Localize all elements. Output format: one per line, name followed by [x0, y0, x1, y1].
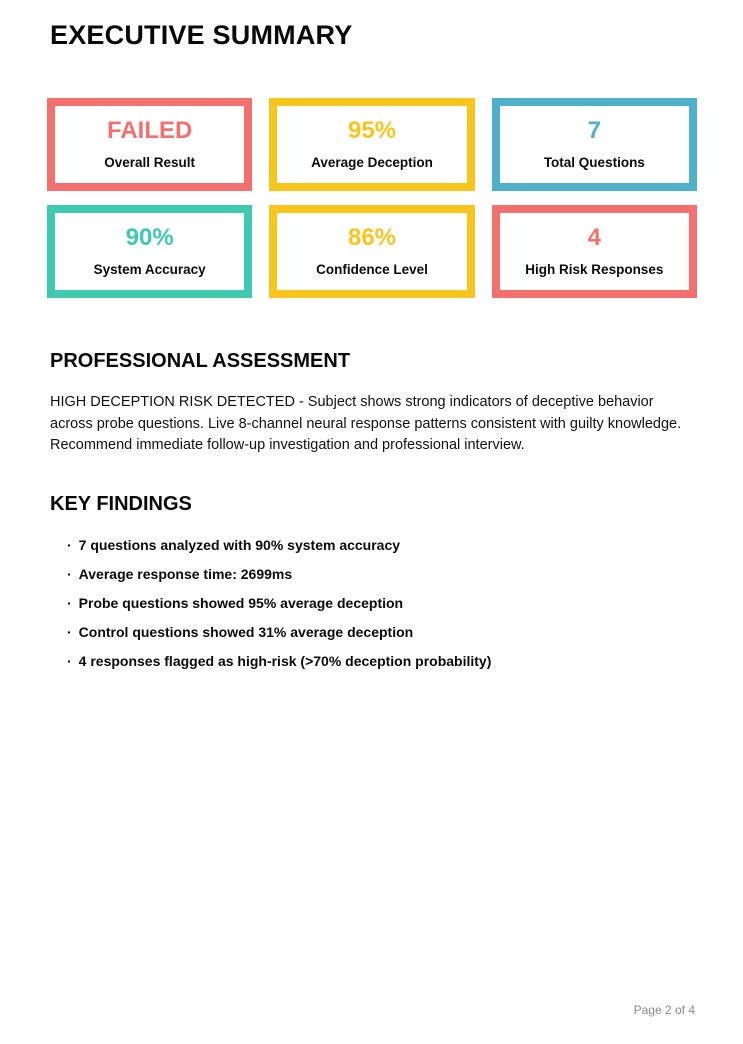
key-finding-item [67, 538, 696, 552]
key-finding-text: Control questions showed 31% average deception [78, 623, 414, 640]
stat-card-value: 95% [347, 117, 397, 145]
key-findings-heading: KEY FINDINGS [50, 492, 192, 515]
stat-card-value: 90% [125, 224, 174, 252]
key-finding-item [67, 567, 696, 581]
key-findings-list [50, 538, 696, 668]
stat-card-value: 4 [587, 224, 601, 252]
stat-card [269, 98, 474, 191]
bullet-glyph: · [67, 652, 72, 669]
stat-card-value: FAILED [106, 117, 193, 145]
professional-assessment-section [50, 350, 696, 457]
page-title: EXECUTIVE SUMMARY [50, 20, 353, 50]
key-findings-section [50, 493, 696, 668]
bullet-glyph: · [67, 565, 72, 582]
stat-card-label: High Risk Responses [525, 262, 664, 278]
stat-cards-grid [47, 98, 697, 298]
stat-card-label: Average Deception [311, 155, 433, 171]
stat-card [269, 205, 474, 298]
key-finding-item [67, 625, 696, 639]
stat-card [492, 205, 697, 298]
stat-card-label: Total Questions [543, 155, 645, 171]
key-finding-text: Average response time: 2699ms [78, 565, 293, 582]
stat-card-label: Confidence Level [316, 262, 428, 278]
key-finding-item [67, 654, 696, 668]
stat-card [47, 98, 252, 191]
professional-assessment-body: HIGH DECEPTION RISK DETECTED - Subject shows strong indicators of deceptive behavior across probe questions. Live 8-channel neural response patterns consistent with guilty knowledge. Recommend immediate follow-up investigation and professional interview. [50, 394, 682, 453]
key-finding-item [67, 596, 696, 610]
stat-card [492, 98, 697, 191]
bullet-glyph: · [67, 536, 72, 553]
stat-card-label: Overall Result [104, 155, 196, 171]
key-finding-text: 4 responses flagged as high-risk (>70% deception probability) [78, 652, 492, 669]
stat-card-label: System Accuracy [93, 262, 206, 278]
stat-card-value: 7 [587, 117, 601, 145]
key-finding-text: 7 questions analyzed with 90% system accuracy [78, 536, 401, 553]
page-number: Page 2 of 4 [633, 1003, 695, 1017]
bullet-glyph: · [67, 594, 72, 611]
key-finding-text: Probe questions showed 95% average deception [78, 594, 404, 611]
stat-card [47, 205, 252, 298]
bullet-glyph: · [67, 623, 72, 640]
professional-assessment-heading: PROFESSIONAL ASSESSMENT [50, 350, 351, 372]
stat-card-value: 86% [347, 224, 397, 252]
